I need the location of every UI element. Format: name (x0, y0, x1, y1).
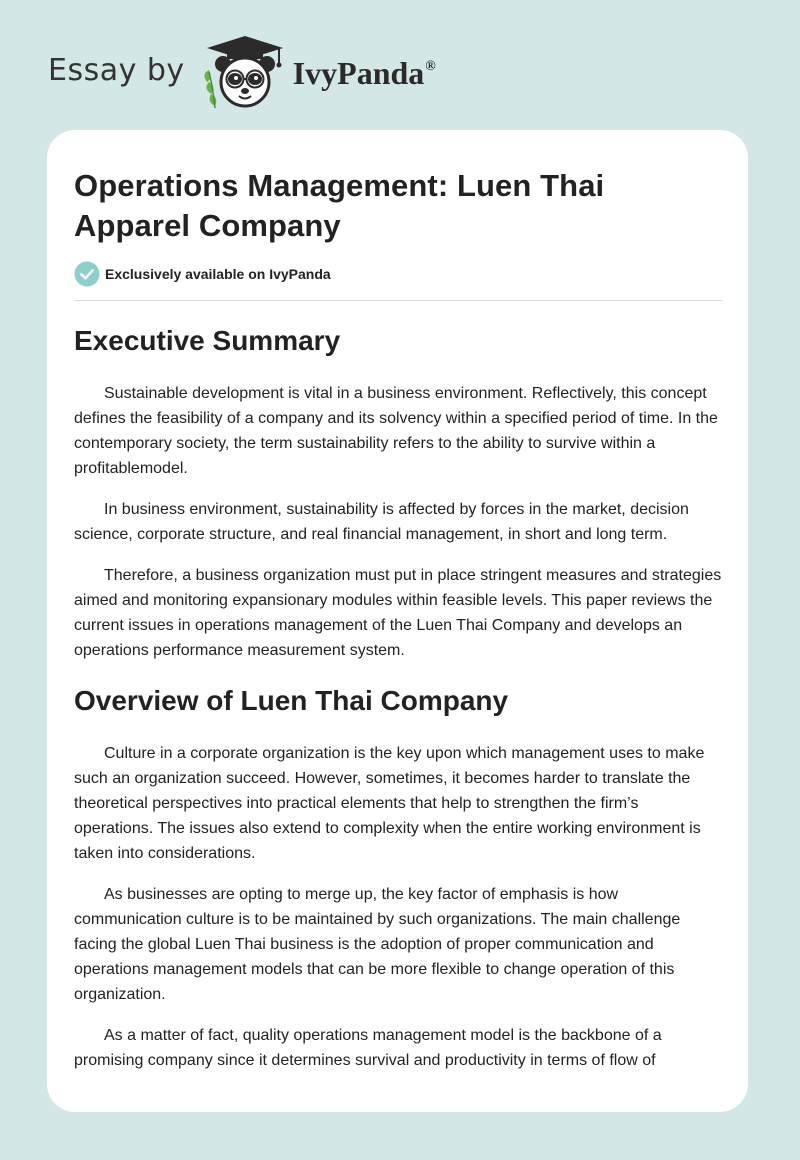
section-heading: Executive Summary (74, 325, 341, 356)
exclusive-badge (74, 260, 722, 288)
site-header (48, 34, 436, 110)
paragraph: As a matter of fact, quality operations management model is the backbone of a promising company since it determines survival and productivity in terms of flow of (74, 1027, 662, 1069)
brand-text: IvyPanda (292, 54, 425, 91)
paragraph: Therefore, a business organization must put in place stringent measures and strategies aimed and monitoring expansionary modules within feasible levels. This paper reviews the current issues in operations management of the Luen Thai Company and develops an operations performance measurement system. (74, 567, 722, 659)
checkmark-icon (74, 261, 100, 287)
article-title: Operations Management: Luen Thai Apparel Company (74, 168, 605, 243)
article-card (47, 130, 748, 1112)
section-heading: Overview of Luen Thai Company (74, 685, 509, 716)
paragraph: As businesses are opting to merge up, the key factor of emphasis is how communication culture is to be maintained by such organizations. The main challenge facing the global Luen Thai business is the adoption of proper communication and operations management models that can be more flexible to change operation of this organization. (74, 886, 681, 1003)
exclusive-badge-label: Exclusively available on IvyPanda (105, 266, 331, 282)
section-executive-summary (74, 323, 722, 663)
paragraph: In business environment, sustainability is affected by forces in the market, decision science, corporate structure, and real financial management, in short and long term. (74, 501, 689, 543)
brand-name[interactable] (293, 55, 436, 92)
registered-mark: ® (425, 58, 436, 74)
paragraph: Sustainable development is vital in a business environment. Reflectively, this concept defines the feasibility of a company and its solvency within a specified period of time. In the contemporary society, the term sustainability refers to the ability to survive within a profitablemodel. (74, 385, 718, 477)
essay-by-label: Essay by (48, 52, 185, 88)
section-overview (74, 683, 722, 1073)
panda-logo-icon[interactable] (199, 34, 291, 110)
paragraph: Culture in a corporate organization is the key upon which management uses to make such an organization succeed. However, sometimes, it becomes harder to translate the theoretical perspectives into practical elements that help to strengthen the firm’s operations. The issues also extend to complexity when the entire working environment is taken into considerations. (74, 745, 705, 862)
title-divider (74, 300, 722, 301)
